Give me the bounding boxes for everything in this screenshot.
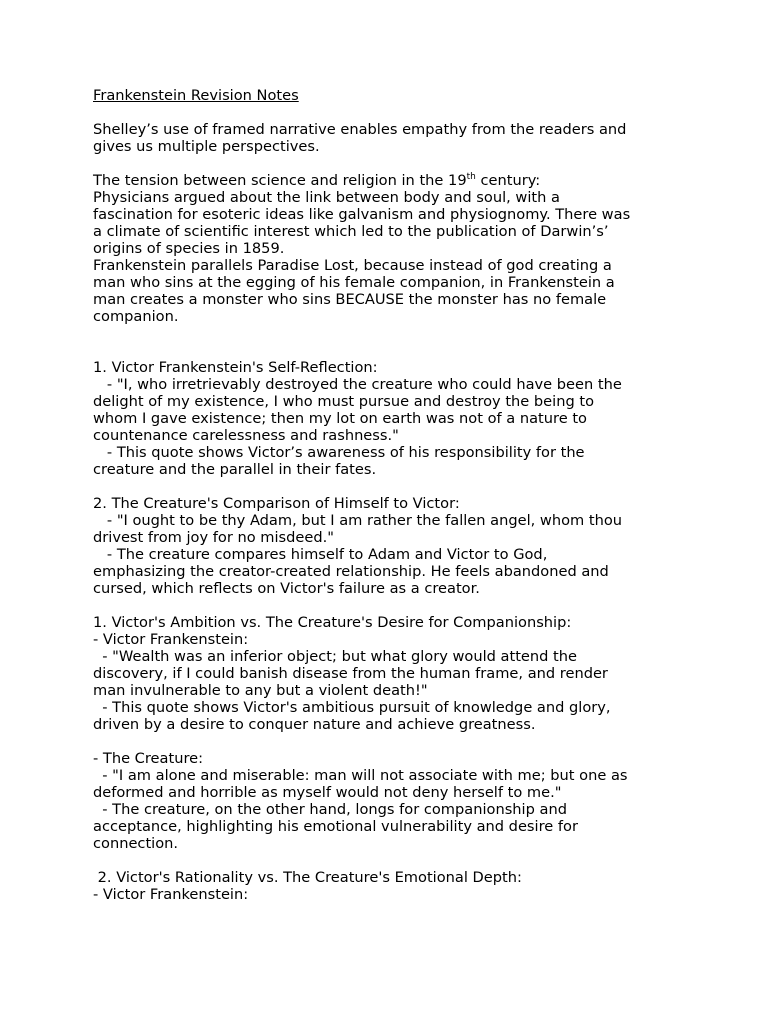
section-heading: 1. Victor's Ambition vs. The Creature's Desire for Companionship:: [93, 614, 572, 631]
section-self-reflection: [93, 359, 673, 478]
text-line: man invulnerable to any but a violent death!": [93, 682, 428, 699]
text-line: - "I, who irretrievably destroyed the creature who could have been the: [93, 376, 622, 393]
text-line: - Victor Frankenstein:: [93, 631, 249, 648]
section-rationality-vs-emotion: [93, 869, 673, 903]
text-line: Shelley’s use of framed narrative enables empathy from the readers and: [93, 121, 627, 138]
text-line: - "I am alone and miserable: man will not associate with me; but one as: [93, 767, 628, 784]
section-heading: 1. Victor Frankenstein's Self-Reflection:: [93, 359, 378, 376]
text-line: - "Wealth was an inferior object; but what glory would attend the: [93, 648, 578, 665]
text-line: - "I ought to be thy Adam, but I am rather the fallen angel, whom thou: [93, 512, 623, 529]
text-line: whom I gave existence; then my lot on earth was not of a nature to: [93, 410, 587, 427]
section-heading: - The Creature:: [93, 750, 204, 767]
heading-superscript: th: [466, 172, 476, 182]
text-line: discovery, if I could banish disease from the human frame, and render: [93, 665, 608, 682]
section-heading: 2. The Creature's Comparison of Himself to Victor:: [93, 495, 460, 512]
text-line: Frankenstein parallels Paradise Lost, because instead of god creating a: [93, 257, 612, 274]
section-heading: 2. Victor's Rationality vs. The Creature's Emotional Depth:: [93, 869, 522, 886]
text-line: origins of species in 1859.: [93, 240, 285, 257]
heading-text: The tension between science and religion in the 19: [93, 172, 467, 189]
text-line: drivest from joy for no misdeed.": [93, 529, 334, 546]
text-line: companion.: [93, 308, 179, 325]
heading-text: century:: [475, 172, 541, 189]
text-line: - This quote shows Victor's ambitious pursuit of knowledge and glory,: [93, 699, 611, 716]
text-line: delight of my existence, I who must pursue and destroy the being to: [93, 393, 595, 410]
text-line: creature and the parallel in their fates.: [93, 461, 377, 478]
text-line: man creates a monster who sins BECAUSE the monster has no female: [93, 291, 607, 308]
text-line: fascination for esoteric ideas like galvanism and physiognomy. There was: [93, 206, 631, 223]
text-line: deformed and horrible as myself would not deny herself to me.": [93, 784, 562, 801]
text-line: man who sins at the egging of his female companion, in Frankenstein a: [93, 274, 615, 291]
context-paragraph: [93, 172, 673, 325]
text-line: cursed, which reflects on Victor's failure as a creator.: [93, 580, 480, 597]
text-line: - This quote shows Victor’s awareness of his responsibility for the: [93, 444, 585, 461]
section-creature-comparison: [93, 495, 673, 597]
spacer: [93, 478, 673, 495]
text-line: Physicians argued about the link between body and soul, with a: [93, 189, 560, 206]
text-line: gives us multiple perspectives.: [93, 138, 320, 155]
section-ambition-vs-companionship: [93, 614, 673, 733]
document-body: [93, 87, 673, 903]
intro-paragraph: [93, 121, 673, 155]
spacer: [93, 733, 673, 750]
text-line: - The creature, on the other hand, longs for companionship and: [93, 801, 567, 818]
context-heading: [93, 172, 673, 189]
document-title: Frankenstein Revision Notes: [93, 87, 299, 104]
text-line: connection.: [93, 835, 179, 852]
text-line: countenance carelessness and rashness.": [93, 427, 399, 444]
spacer: [93, 155, 673, 172]
text-line: acceptance, highlighting his emotional vulnerability and desire for: [93, 818, 578, 835]
text-line: - The creature compares himself to Adam and Victor to God,: [93, 546, 548, 563]
text-line: driven by a desire to conquer nature and achieve greatness.: [93, 716, 536, 733]
text-line: emphasizing the creator-created relationship. He feels abandoned and: [93, 563, 609, 580]
text-line: a climate of scientific interest which led to the publication of Darwin’s’: [93, 223, 609, 240]
text-line: - Victor Frankenstein:: [93, 886, 249, 903]
section-the-creature: [93, 750, 673, 852]
spacer: [93, 325, 673, 359]
spacer: [93, 104, 673, 121]
spacer: [93, 597, 673, 614]
spacer: [93, 852, 673, 869]
